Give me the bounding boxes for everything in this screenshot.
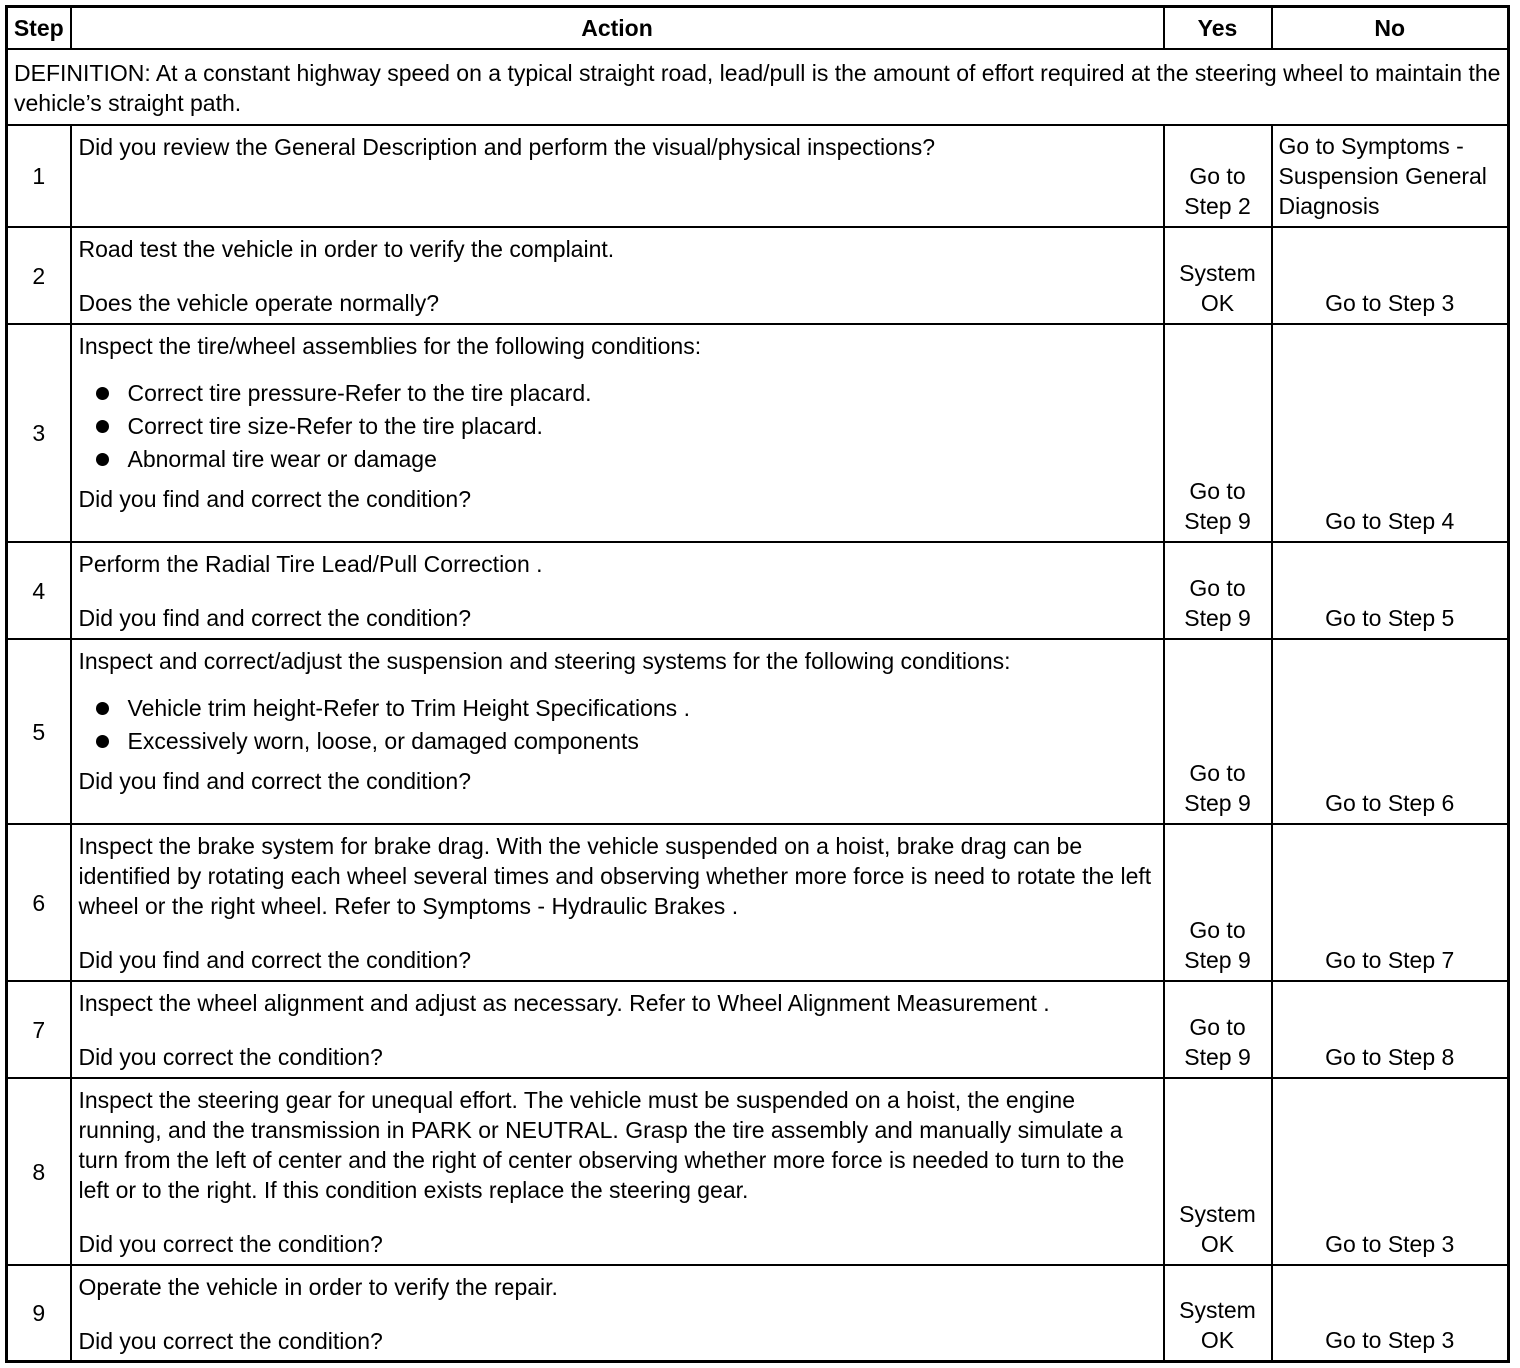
action-cell [71, 542, 1164, 639]
header-no: No [1272, 7, 1509, 50]
action-question: Does the vehicle operate normally? [78, 290, 440, 316]
no-cell: Go to Step 5 [1272, 542, 1509, 639]
list-item: Excessively worn, loose, or damaged components [79, 725, 1155, 758]
table-row [7, 639, 1509, 824]
action-question: Did you find and correct the condition? [78, 605, 472, 631]
no-cell: Go to Step 7 [1272, 824, 1509, 981]
action-cell [71, 227, 1164, 324]
diagnostic-table [5, 5, 1510, 1363]
table-row [7, 542, 1509, 639]
action-cell [71, 1078, 1164, 1265]
definition-row [7, 49, 1509, 125]
table-row [7, 324, 1509, 542]
list-item: Correct tire pressure-Refer to the tire placard. [79, 377, 1155, 410]
step-number: 1 [7, 125, 71, 227]
header-action: Action [71, 7, 1164, 50]
yes-cell: Go to Step 9 [1164, 824, 1272, 981]
step-number: 2 [7, 227, 71, 324]
action-text: Inspect the brake system for brake drag. With the vehicle suspended on a hoist, brake drag can be identified by rotating each wheel several times and observing whether more force is need to rotate the left wheel or the right wheel. Refer to Symptoms - Hydraulic Brakes . [78, 833, 1152, 919]
condition-list [79, 377, 1155, 476]
action-question: Did you find and correct the condition? [78, 768, 472, 794]
action-text: Inspect the tire/wheel assemblies for the following conditions: [78, 333, 702, 359]
step-number: 5 [7, 639, 71, 824]
step-number: 8 [7, 1078, 71, 1265]
step-number: 3 [7, 324, 71, 542]
no-cell: Go to Symptoms - Suspension General Diagnosis [1272, 125, 1509, 227]
action-cell [71, 639, 1164, 824]
action-question: Did you find and correct the condition? [78, 486, 472, 512]
step-number: 9 [7, 1265, 71, 1362]
header-yes: Yes [1164, 7, 1272, 50]
no-cell: Go to Step 8 [1272, 981, 1509, 1078]
list-item: Vehicle trim height-Refer to Trim Height Specifications . [79, 692, 1155, 725]
action-question: Did you correct the condition? [78, 1231, 383, 1257]
action-cell [71, 824, 1164, 981]
action-question: Did you correct the condition? [78, 1328, 383, 1354]
no-cell: Go to Step 3 [1272, 227, 1509, 324]
action-text: Operate the vehicle in order to verify the repair. [78, 1274, 558, 1300]
action-text: Inspect the wheel alignment and adjust as necessary. Refer to Wheel Alignment Measurement . [78, 990, 1050, 1016]
table-row [7, 1265, 1509, 1362]
action-text: Road test the vehicle in order to verify the complaint. [78, 236, 615, 262]
yes-cell: Go to Step 9 [1164, 324, 1272, 542]
table-row [7, 227, 1509, 324]
step-number: 4 [7, 542, 71, 639]
action-text: Perform the Radial Tire Lead/Pull Correction . [78, 551, 543, 577]
action-question: Did you correct the condition? [78, 1044, 383, 1070]
action-text: Inspect the steering gear for unequal effort. The vehicle must be suspended on a hoist, the engine running, and the transmission in PARK or NEUTRAL. Grasp the tire assembly and manually simulate a turn from the left of center and the right of center observing whether more force is needed to turn to the left or to the right. If this condition exists replace the steering gear. [78, 1087, 1125, 1203]
no-cell: Go to Step 6 [1272, 639, 1509, 824]
action-text: Did you review the General Description and perform the visual/physical inspections? [78, 134, 936, 160]
no-cell: Go to Step 3 [1272, 1265, 1509, 1362]
step-number: 6 [7, 824, 71, 981]
yes-cell: Go to Step 2 [1164, 125, 1272, 227]
action-text: Inspect and correct/adjust the suspension and steering systems for the following conditions: [78, 648, 1011, 674]
yes-cell: System OK [1164, 1265, 1272, 1362]
yes-cell: Go to Step 9 [1164, 542, 1272, 639]
step-number: 7 [7, 981, 71, 1078]
list-item: Abnormal tire wear or damage [79, 443, 1155, 476]
action-cell [71, 981, 1164, 1078]
yes-cell: Go to Step 9 [1164, 981, 1272, 1078]
table-row [7, 824, 1509, 981]
action-cell [71, 125, 1164, 227]
condition-list [79, 692, 1155, 758]
no-cell: Go to Step 4 [1272, 324, 1509, 542]
yes-cell: System OK [1164, 1078, 1272, 1265]
list-item: Correct tire size-Refer to the tire placard. [79, 410, 1155, 443]
action-cell [71, 324, 1164, 542]
header-row [7, 7, 1509, 50]
table-row [7, 981, 1509, 1078]
action-cell [71, 1265, 1164, 1362]
definition-text: DEFINITION: At a constant highway speed on a typical straight road, lead/pull is the amount of effort required at the steering wheel to maintain the vehicle’s straight path. [7, 49, 1509, 125]
no-cell: Go to Step 3 [1272, 1078, 1509, 1265]
yes-cell: System OK [1164, 227, 1272, 324]
yes-cell: Go to Step 9 [1164, 639, 1272, 824]
table-row [7, 125, 1509, 227]
action-question: Did you find and correct the condition? [78, 947, 472, 973]
table-row [7, 1078, 1509, 1265]
header-step: Step [7, 7, 71, 50]
